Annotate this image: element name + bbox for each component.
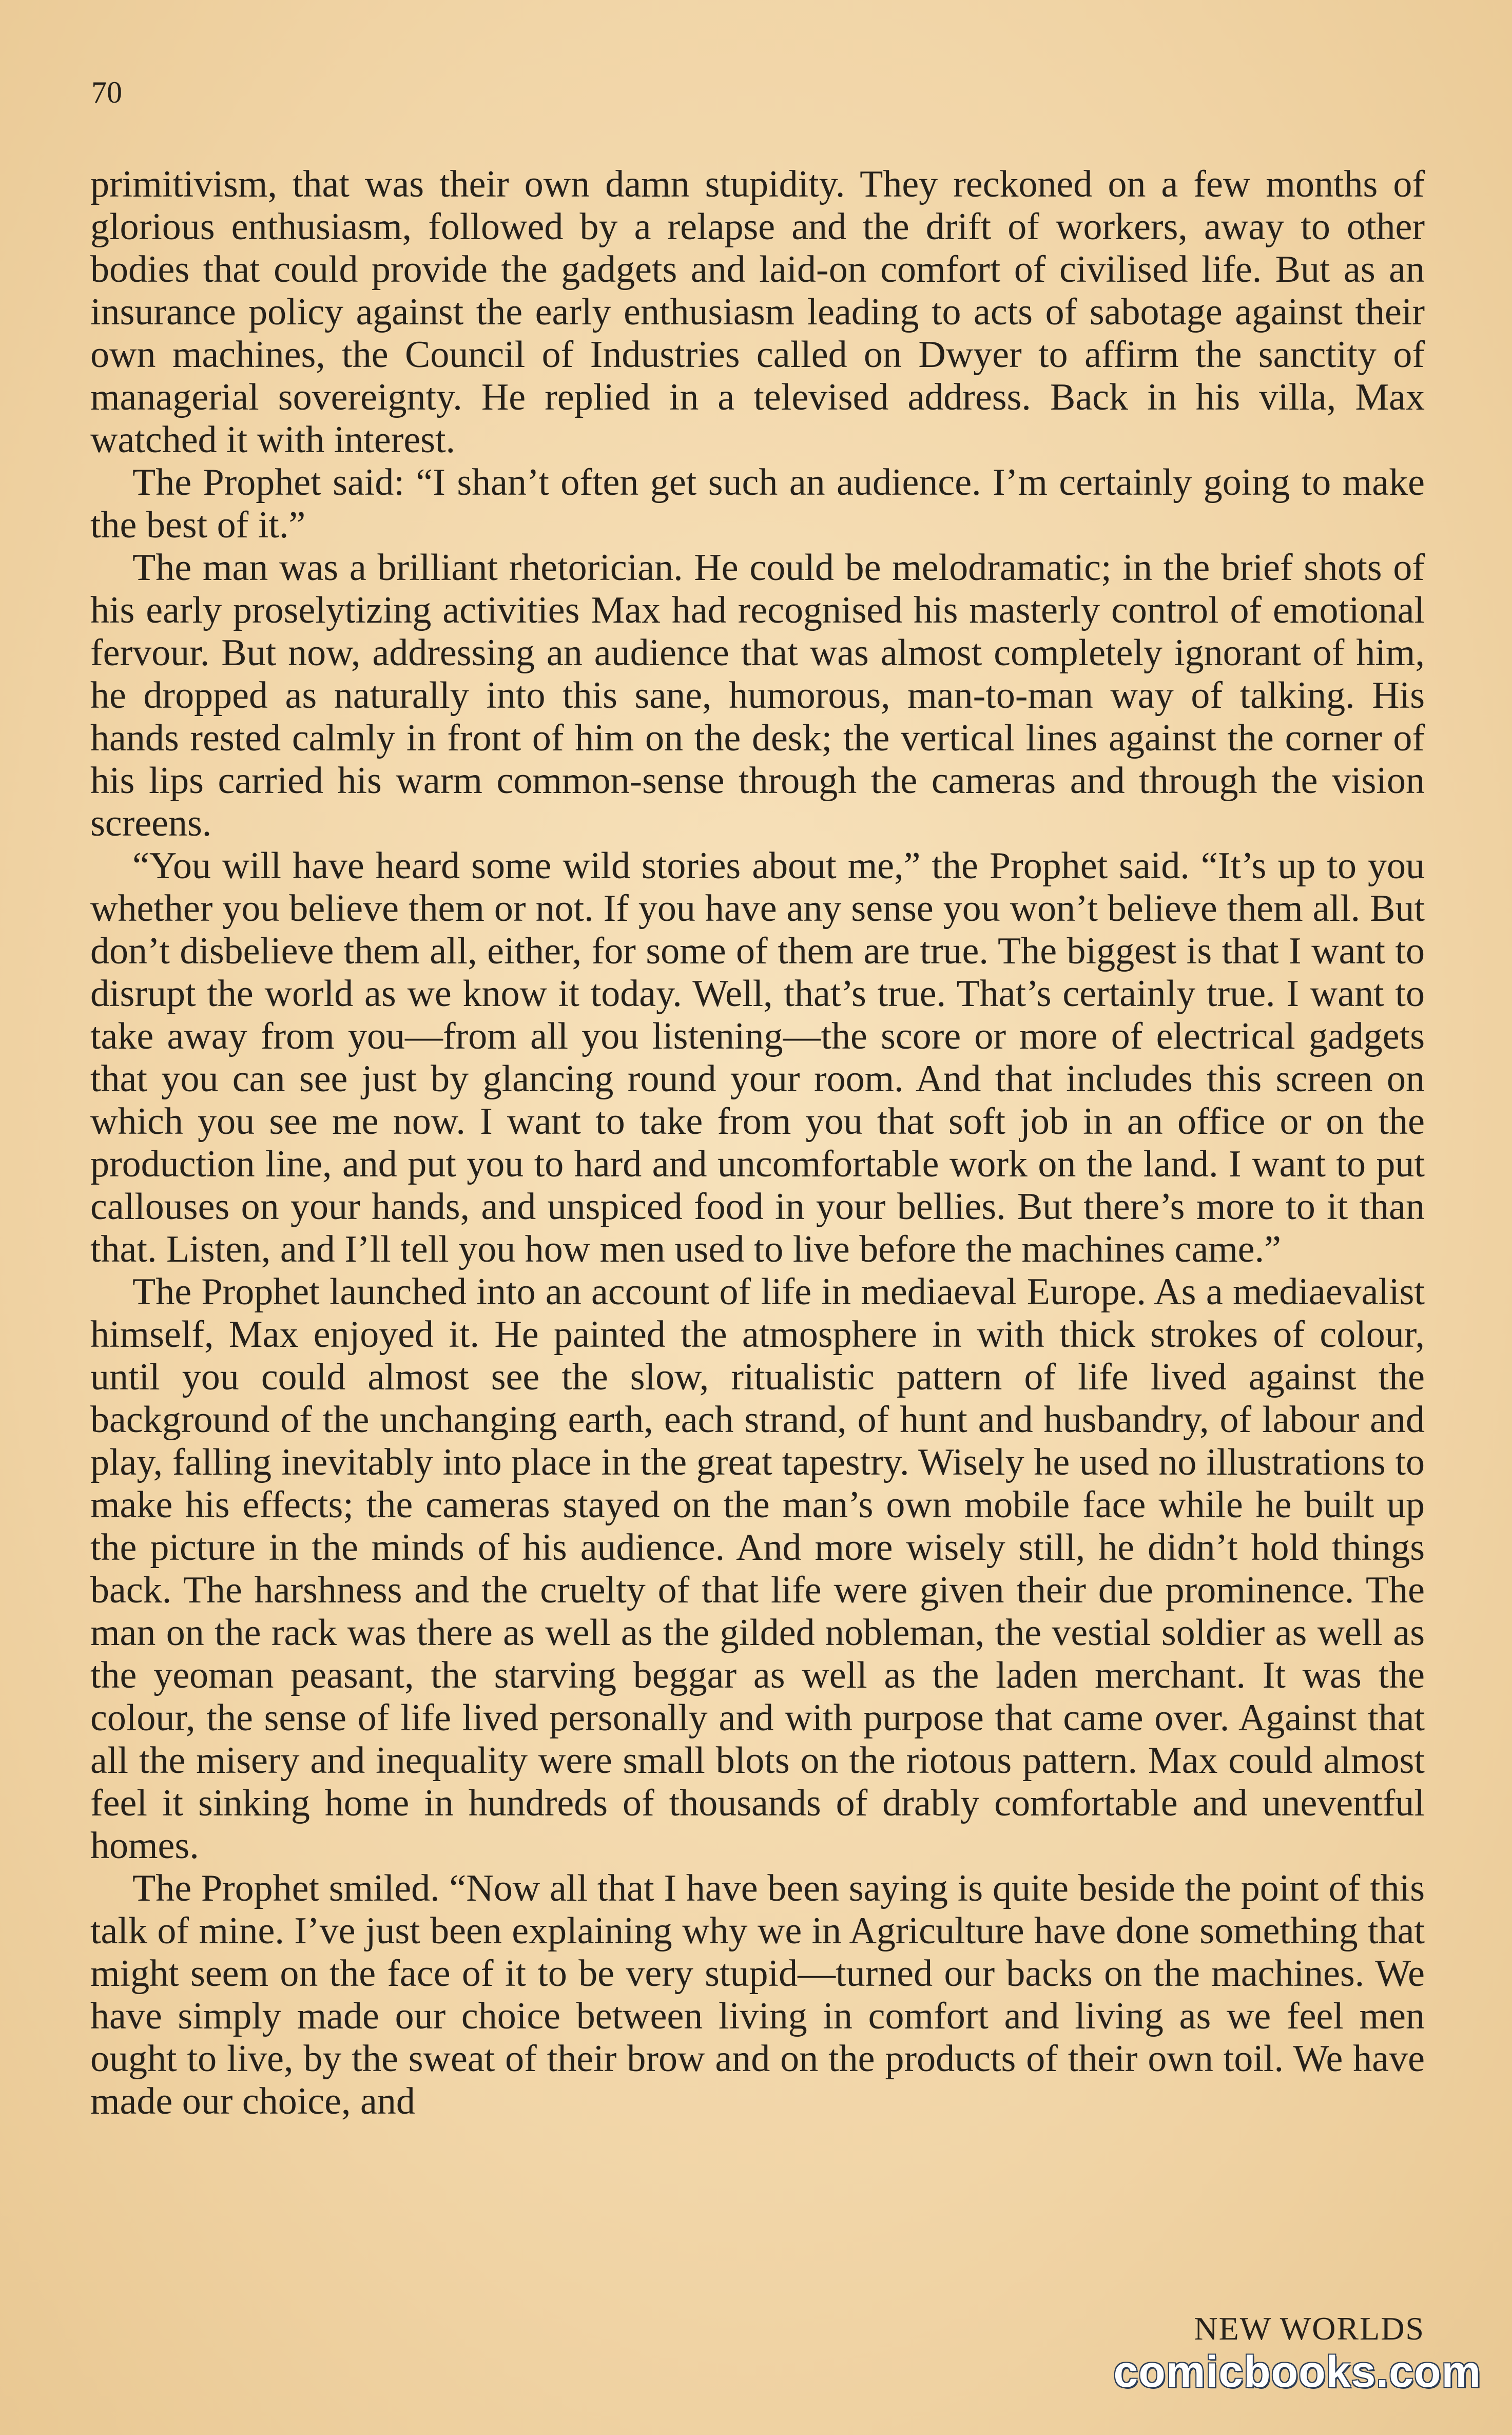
paragraph: The Prophet smiled. “Now all that I have been saying is quite beside the point of this talk of mine. I’ve just been explaining why we in Agriculture have done something that might seem on the face of it to be very stupid—turned our backs on the machines. We have simply made our choice between living in comfort and living as we feel men ought to live, by the sweat of their brow and on the products of their own toil. We have made our choice, and	[90, 1867, 1425, 2122]
magazine-title-footer: NEW WORLDS	[1194, 2310, 1425, 2347]
site-watermark: comicbooks.com	[1113, 2347, 1481, 2397]
paragraph: The Prophet launched into an account of life in mediaeval Europe. As a mediaevalist himself, Max enjoyed it. He painted the atmosphere in with thick strokes of colour, until you could almost see the slow, ritualistic pattern of life lived against the background of the unchanging earth, each strand, of hunt and husbandry, of labour and play, falling inevitably into place in the great tapestry. Wisely he used no illustrations to make his effects; the cameras stayed on the man’s own mobile face while he built up the picture in the minds of his audience. And more wisely still, he didn’t hold things back. The harshness and the cruelty of that life were given their due prominence. The man on the rack was there as well as the gilded nobleman, the vestial soldier as well as the yeoman peasant, the starving beggar as well as the laden merchant. It was the colour, the sense of life lived personally and with purpose that came over. Against that all the misery and inequality were small blots on the riotous pattern. Max could almost feel it sinking home in hundreds of thousands of drably comfortable and uneventful homes.	[90, 1271, 1425, 1867]
story-text	[90, 163, 1425, 2123]
paragraph: primitivism, that was their own damn stupidity. They reckoned on a few months of glorious enthusiasm, followed by a relapse and the drift of workers, away to other bodies that could provide the gadgets and laid-on comfort of civilised life. But as an insurance policy against the early enthusiasm leading to acts of sabotage against their own machines, the Council of Industries called on Dwyer to affirm the sanctity of managerial sovereignty. He replied in a televised address. Back in his villa, Max watched it with interest.	[90, 163, 1425, 461]
paragraph: The man was a brilliant rhetorician. He could be melodramatic; in the brief shots of his early proselytizing activities Max had recognised his masterly control of emotional fervour. But now, addressing an audience that was almost completely ignorant of him, he dropped as naturally into this sane, humorous, man-to-man way of talking. His hands rested calmly in front of him on the desk; the vertical lines against the corner of his lips carried his warm common-sense through the cameras and through the vision screens.	[90, 547, 1425, 844]
paragraph: The Prophet said: “I shan’t often get such an audience. I’m certainly going to make the best of it.”	[90, 461, 1425, 546]
page-number: 70	[91, 75, 122, 109]
paragraph: “You will have heard some wild stories about me,” the Prophet said. “It’s up to you whether you believe them or not. If you have any sense you won’t believe them all. But don’t disbelieve them all, either, for some of them are true. The biggest is that I want to disrupt the world as we know it today. Well, that’s true. That’s certainly true. I want to take away from you—from all you listening—the score or more of electrical gadgets that you can see just by glancing round your room. And that includes this screen on which you see me now. I want to take from you that soft job in an office or on the production line, and put you to hard and uncomfortable work on the land. I want to put callouses on your hands, and unspiced food in your bellies. But there’s more to it than that. Listen, and I’ll tell you how men used to live before the machines came.”	[90, 845, 1425, 1270]
